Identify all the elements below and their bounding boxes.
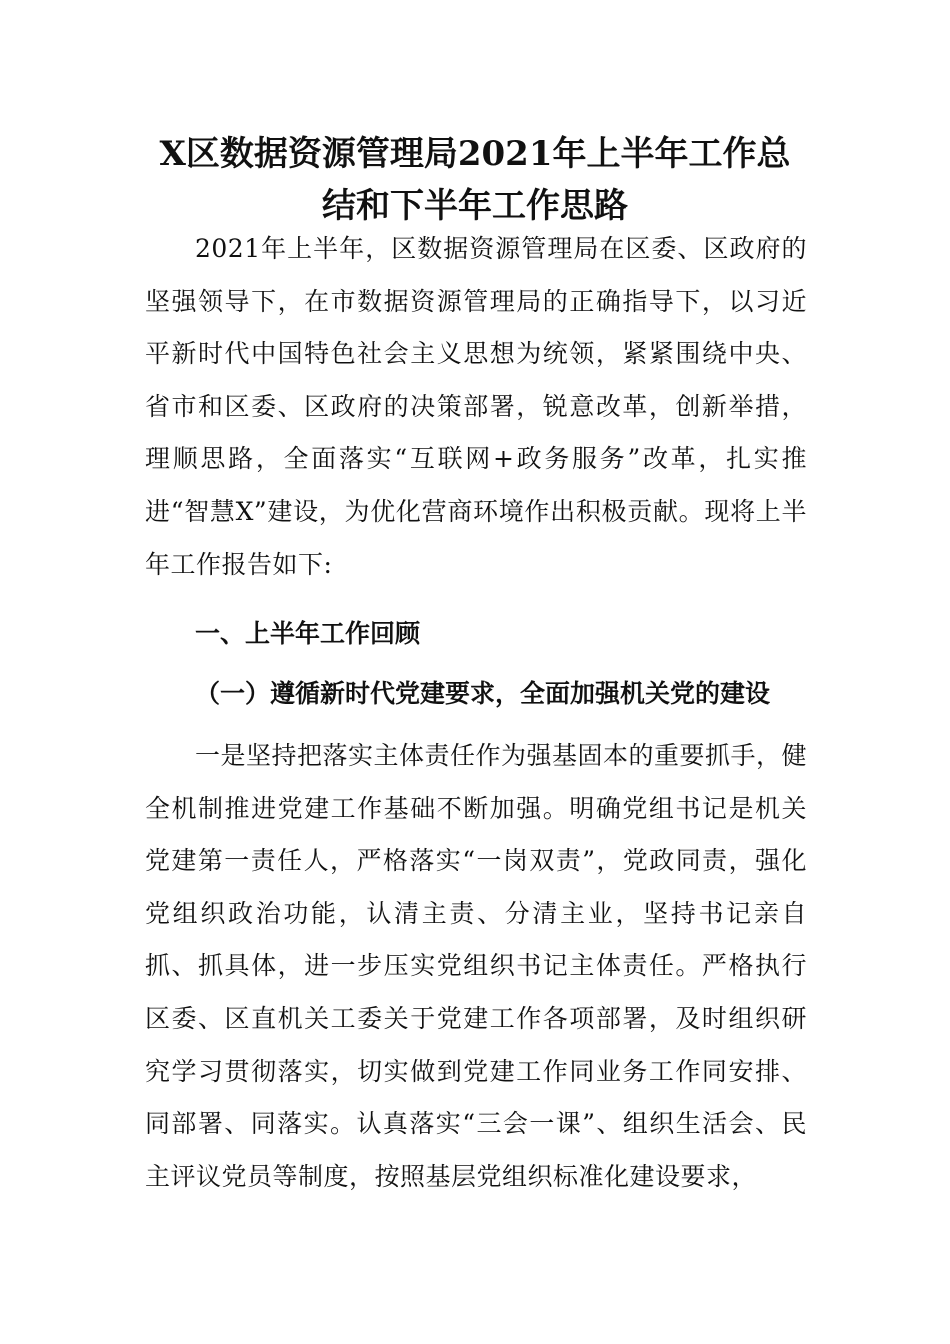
- section-heading: 一、上半年工作回顾: [195, 619, 421, 648]
- intro-paragraph: 2021年上半年，区数据资源管理局在区委、区政府的坚强领导下，在市数据资源管理局的正确指导下，以习近平新时代中国特色社会主义思想为统领，紧紧围绕中央、省市和区委、区政府的决策部署，锐意改革，创新举措，理顺思路，全面落实“互联网+政务服务”改革，扎实推进“智慧X”建设，为优化营商环境作出积极贡献。现将上半年工作报告如下:: [145, 234, 807, 579]
- subsection-heading: （一）遵循新时代党建要求，全面加强机关党的建设: [195, 679, 771, 708]
- document-title: [145, 128, 805, 232]
- body-paragraph: 一是坚持把落实主体责任作为强基固本的重要抓手，健全机制推进党建工作基础不断加强。明确党组书记是机关党建第一责任人，严格落实“一岗双责”，党政同责，强化党组织政治功能，认清主责、分清主业，坚持书记亲自抓、抓具体，进一步压实党组织书记主体责任。严格执行区委、区直机关工委关于党建工作各项部署，及时组织研究学习贯彻落实，切实做到党建工作同业务工作同安排、同部署、同落实。认真落实“三会一课”、组织生活会、民主评议党员等制度，按照基层党组织标准化建设要求，: [145, 741, 808, 1191]
- title-line-1: X区数据资源管理局2021年上半年工作总: [159, 134, 791, 174]
- title-line-2: 结和下半年工作思路: [322, 186, 628, 226]
